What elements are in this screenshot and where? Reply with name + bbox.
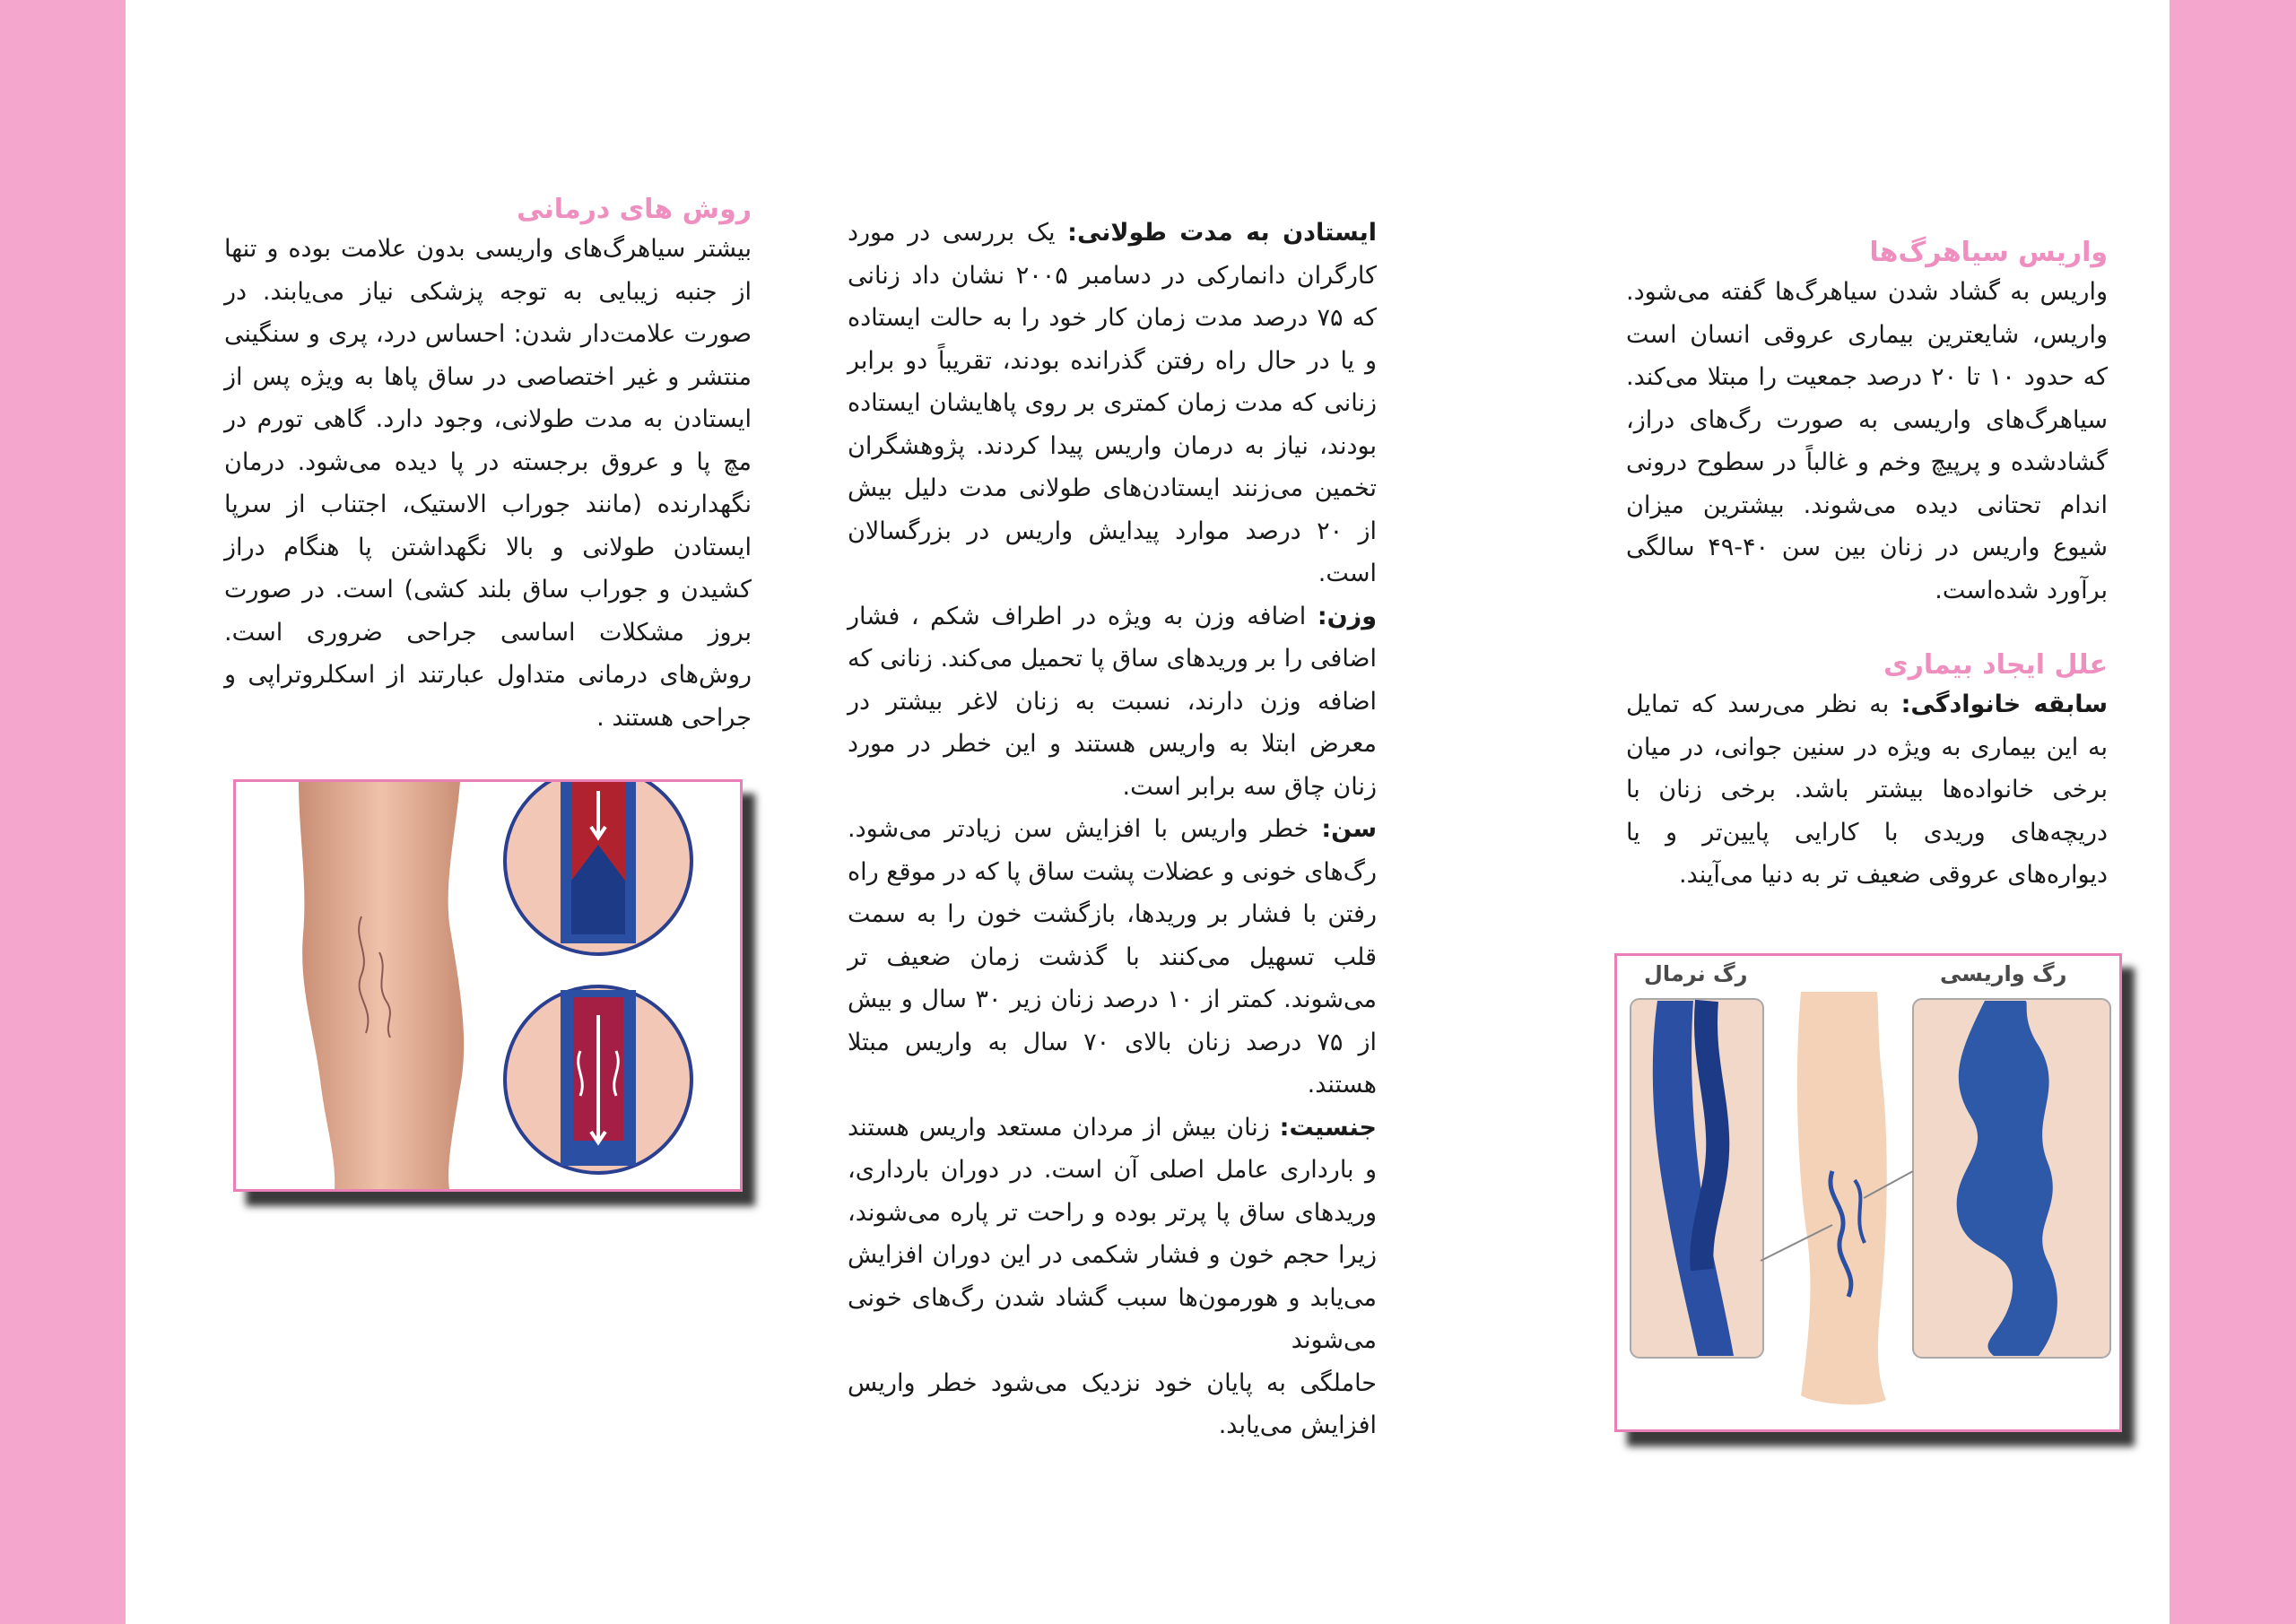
varicose-vein-caption: رگ واریسی: [1940, 961, 2067, 986]
normal-vs-varicose-illustration: [1614, 953, 2122, 1432]
vein-comparison-svg: [1617, 956, 2119, 1429]
causes-heading: علل ایجاد بیماری: [1883, 649, 2108, 681]
family-history-text: به نظر می‌رسد که تمایل به این بیماری به ویژه در سنین جوانی، در میان برخی خانواده‌ها بیشتر باشد. برخی زنان با دریچه‌های وریدی با کارایی پایین‌تر و یا دیواره‌های عروقی ضعیف تر به دنیا می‌آیند.: [1626, 690, 2108, 889]
normal-vein-caption: رگ نرمال: [1644, 961, 1748, 986]
treatment-heading: روش های درمانی: [517, 194, 752, 225]
weight-text: اضافه وزن به ویژه در اطراف شکم ، فشار اضافی را بر وریدهای ساق پا تحمیل می‌کند. زنانی که اضافه وزن دارند، نسبت به زنان لاغر بیشتر در معرض ابتلا به واریس هستند و این خطر در مورد زنان چاق سه برابر است.: [848, 602, 1377, 801]
varicose-intro-paragraph: واریس به گشاد شدن سیاهرگ‌ها گفته می‌شود. واریس، شایعترین بیماری عروقی انسان است که حدود ۱۰ تا ۲۰ درصد جمعیت را مبتلا می‌کند. سیاهرگ‌های واریسی به صورت رگ‌های دراز، گشادشده و پرپیچ وخم و غالباً در سطوح درونی اندام تحتانی دیده می‌شوند. بیشترین میزان شیوع واریس در زنان بین سن ۴۰-۴۹ سالگی برآورد شده‌است.: [1626, 278, 2109, 604]
leg-shape: [1797, 992, 1887, 1404]
pregnancy-paragraph: حاملگی به پایان خود نزدیک می‌شود خطر واریس افزایش می‌یابد.: [848, 1368, 1377, 1439]
leg-valves-svg: [236, 782, 740, 1189]
gender-paragraph: [848, 1107, 1377, 1362]
standing-label: ایستادن به مدت طولانی:: [1067, 219, 1377, 247]
weight-label: وزن:: [1317, 602, 1377, 630]
leg-valves-illustration: [233, 779, 743, 1192]
treatment-paragraph: بیشتر سیاهرگ‌های واریسی بدون علامت بوده و تنها از جنبه زیبایی به توجه پزشکی نیاز می‌یابند. در صورت علامت‌دار شدن: احساس درد، پری و سنگینی منتشر و غیر اختصاصی در ساق پاها به ویژه پس از ایستادن به مدت طولانی، وجود دارد. گاهی تورم در مچ پا و عروق برجسته در پا دیده می‌شود. درمان نگهدارنده (مانند جوراب الاستیک، اجتناب از سرپا ایستادن طولانی و بالا نگهداشتن پا هنگام دراز کشیدن و جوراب ساق بلند کشی) است. در صورت بروز مشکلات اساسی جراحی ضروری است. روش‌های درمانی متداول عبارتند از اسکلروتراپی و جراحی هستند .: [224, 235, 752, 732]
age-paragraph: [848, 808, 1377, 1107]
gender-text: زنان بیش از مردان مستعد واریس هستند و بارداری عامل اصلی آن است. در دوران بارداری، وریدهای ساق پا پرتر بوده و راحت تر پاره می‌شوند، زیرا حجم خون و فشار شکمی در این دوران افزایش می‌یابد و هورمون‌ها سبب گشاد شدن رگ‌های خونی می‌شوند: [848, 1113, 1377, 1354]
family-history-paragraph: [1626, 683, 2108, 897]
right-pink-band: [2170, 0, 2296, 1624]
varicose-veins-heading: واریس سیاهرگ‌ها: [1869, 237, 2108, 268]
middle-column: [848, 212, 1377, 1447]
weight-paragraph: [848, 595, 1377, 809]
left-pink-band: [0, 0, 126, 1624]
left-column: [224, 192, 752, 739]
gender-label: جنسیت:: [1279, 1113, 1377, 1142]
family-history-label: سابقه خانوادگی:: [1900, 690, 2108, 718]
standing-text: یک بررسی در مورد کارگران دانمارکی در دسامبر ۲۰۰۵ نشان داد زنانی که ۷۵ درصد مدت زمان کار خود را به حالت ایستاده و یا در حال راه رفتن گذرانده بودند، تقریباً دو برابر زنانی که مدت زمان کمتری بر روی پاهایشان ایستاده بودند، نیاز به درمان واریس پیدا کردند. پژوهشگران تخمین می‌زنند ایستادن‌های طولانی مدت دلیل بیش از ۲۰ درصد موارد پیدایش واریس در بزرگسالان است.: [848, 219, 1378, 587]
right-column: [1626, 235, 2108, 897]
age-label: سن:: [1321, 815, 1377, 843]
standing-paragraph: [848, 212, 1377, 595]
age-text: خطر واریس با افزایش سن زیادتر می‌شود. رگ‌های خونی و عضلات پشت ساق پا که در موقع راه رفتن با فشار بر وریدها، بازگشت خون را به سمت قلب تسهیل می‌کنند با گذشت زمان ضعیف تر می‌شوند. کمتر از ۱۰ درصد زنان زیر ۳۰ سال و بیش از ۷۵ درصد زنان بالای ۷۰ سال به واریس مبتلا هستند.: [848, 815, 1378, 1099]
